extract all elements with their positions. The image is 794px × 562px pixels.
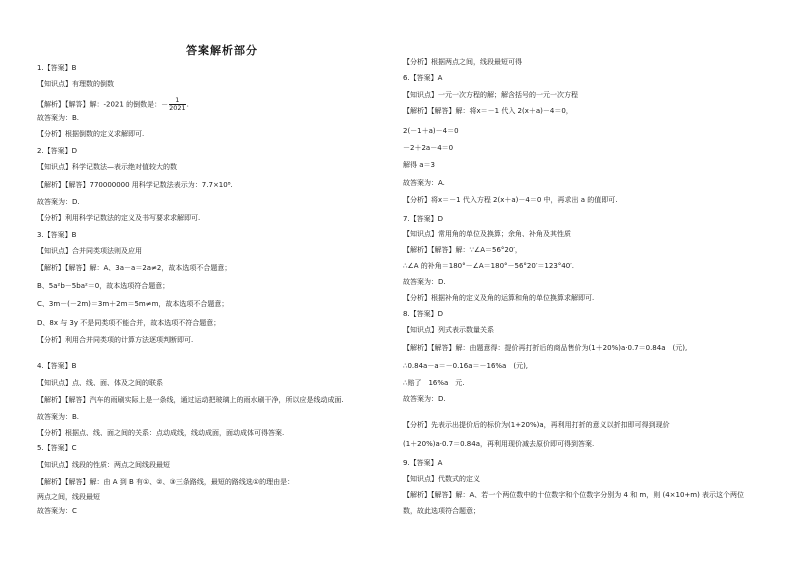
knowledge-line: 【知识点】代数式的定义 — [403, 475, 480, 483]
fraction-numerator: 1 — [169, 97, 186, 105]
equation-line: ∴赔了 16%a 元. — [403, 379, 465, 387]
knowledge-line: 【知识点】有理数的倒数 — [37, 80, 114, 88]
solution-line: 数，故此选项符合题意； — [403, 507, 480, 515]
solution-line: 【解析】【解答】汽车的雨刷实际上是一条线，通过运动把玻璃上的雨水刷干净，所以应是线动成面. — [37, 396, 344, 404]
answer-line: 1.【答案】B — [37, 64, 77, 72]
solution-line: 【解析】【解答】解：由题意得：提价再打折后的商品售价为(1＋20%)a·0.7＝0.84a (元), — [403, 344, 688, 352]
analysis-line: 【分析】利用科学记数法的定义及书写要求求解即可. — [37, 214, 201, 222]
knowledge-line: 【知识点】科学记数法—表示绝对值较大的数 — [37, 163, 177, 171]
knowledge-line: 【知识点】一元一次方程的解；解含括号的一元一次方程 — [403, 91, 578, 99]
conclusion-line: 故答案为：D. — [37, 198, 80, 206]
solution-line: 【解析】【解答】770000000 用科学记数法表示为：7.7×10⁸. — [37, 181, 233, 189]
conclusion-line: 故答案为：A. — [403, 179, 445, 187]
knowledge-line: 【知识点】点、线、面、体及之间的联系 — [37, 379, 163, 387]
solution-line: 【解析】【解答】解：将x＝－1 代入 2(x＋a)－4＝0， — [403, 107, 573, 115]
knowledge-line: 【知识点】合并同类项法则及应用 — [37, 247, 142, 255]
knowledge-line: 【知识点】列式表示数量关系 — [403, 326, 494, 334]
solution-line: 【解析】【解答】解：A、若一个两位数中的十位数字和个位数字分别为 4 和 m，则 (4×10+m) 表示这个两位 — [403, 491, 745, 499]
answer-line: 6.【答案】A — [403, 74, 443, 82]
knowledge-line: 【知识点】常用角的单位及换算；余角、补角及其性质 — [403, 230, 571, 238]
solution-text: 【解析】【解答】解：-2021 的倒数是：－ — [37, 100, 169, 109]
solution-line: 【解析】【解答】解：由 A 到 B 有①、②、③三条路线，最短的路线选①的理由是： — [37, 478, 295, 486]
conclusion-line: 故答案为：B. — [37, 413, 80, 421]
equation-line: ∴0.84a－a＝－0.16a＝－16%a (元), — [403, 362, 529, 370]
equation-line: －2＋2a－4＝0 — [403, 144, 454, 152]
equation-line: 解得 a＝3 — [403, 161, 435, 169]
analysis-line: (1＋20%)a·0.7＝0.84a，再利用现价减去原价即可得到答案. — [403, 440, 595, 448]
conclusion-line: 故答案为：C — [37, 507, 77, 515]
fraction-denominator: 2021 — [169, 104, 186, 112]
analysis-line: 【分析】根据点、线、面之间的关系：点动成线，线动成面，面动成体可得答案. — [37, 429, 285, 437]
solution-line: 【解析】【解答】解：∵∠A＝56°20′， — [403, 246, 522, 254]
answer-line: 4.【答案】B — [37, 362, 77, 370]
option-line: D、8x 与 3y 不是同类项不能合并，故本选项不符合题意； — [37, 319, 221, 327]
analysis-line: 【分析】先表示出提价后的标价为(1+20%)a，再利用打折的意义以折扣即可得到现价 — [403, 421, 670, 429]
conclusion-line: 故答案为：D. — [403, 395, 446, 403]
solution-line: 【解析】【解答】解：-2021 的倒数是：－ $\frac{1}{2021}$ . — [37, 96, 189, 112]
answer-line: 3.【答案】B — [37, 231, 77, 239]
analysis-line: 【分析】根据补角的定义及角的运算和角的单位换算求解即可. — [403, 294, 595, 302]
analysis-line: 【分析】根据两点之间，线段最短可得 — [403, 58, 522, 66]
answer-line: 9.【答案】A — [403, 459, 443, 467]
option-line: C、3m－(－2m)＝3m＋2m＝5m≠m，故本选项不合题意； — [37, 300, 229, 308]
conclusion-line: 故答案为：B. — [37, 114, 80, 122]
answer-line: 8.【答案】D — [403, 310, 444, 318]
knowledge-line: 【知识点】线段的性质：两点之间线段最短 — [37, 461, 170, 469]
page-title: 答案解析部分 — [186, 44, 258, 57]
answer-line: 2.【答案】D — [37, 147, 78, 155]
equation-line: 2(－1＋a)－4＝0 — [403, 127, 459, 135]
analysis-line: 【分析】利用合并同类项的计算方法逐项判断即可. — [37, 336, 194, 344]
solution-line: 两点之间，线段最短 — [37, 493, 100, 501]
analysis-line: 【分析】根据倒数的定义求解即可. — [37, 130, 145, 138]
fraction — [169, 97, 186, 112]
option-line: B、5a²b－5ba²＝0，故本选项符合题意； — [37, 282, 170, 290]
equation-line: ∴∠A 的补角＝180°－∠A＝180°－56°20′＝123°40′. — [403, 262, 575, 270]
conclusion-line: 故答案为：D. — [403, 278, 446, 286]
solution-line: 【解析】【解答】解：A、3a－a＝2a≠2，故本选项不合题意； — [37, 264, 232, 272]
answer-line: 5.【答案】C — [37, 444, 77, 452]
analysis-line: 【分析】将x＝－1 代入方程 2(x＋a)－4＝0 中，再求出 a 的值即可. — [403, 196, 618, 204]
answer-line: 7.【答案】D — [403, 215, 444, 223]
